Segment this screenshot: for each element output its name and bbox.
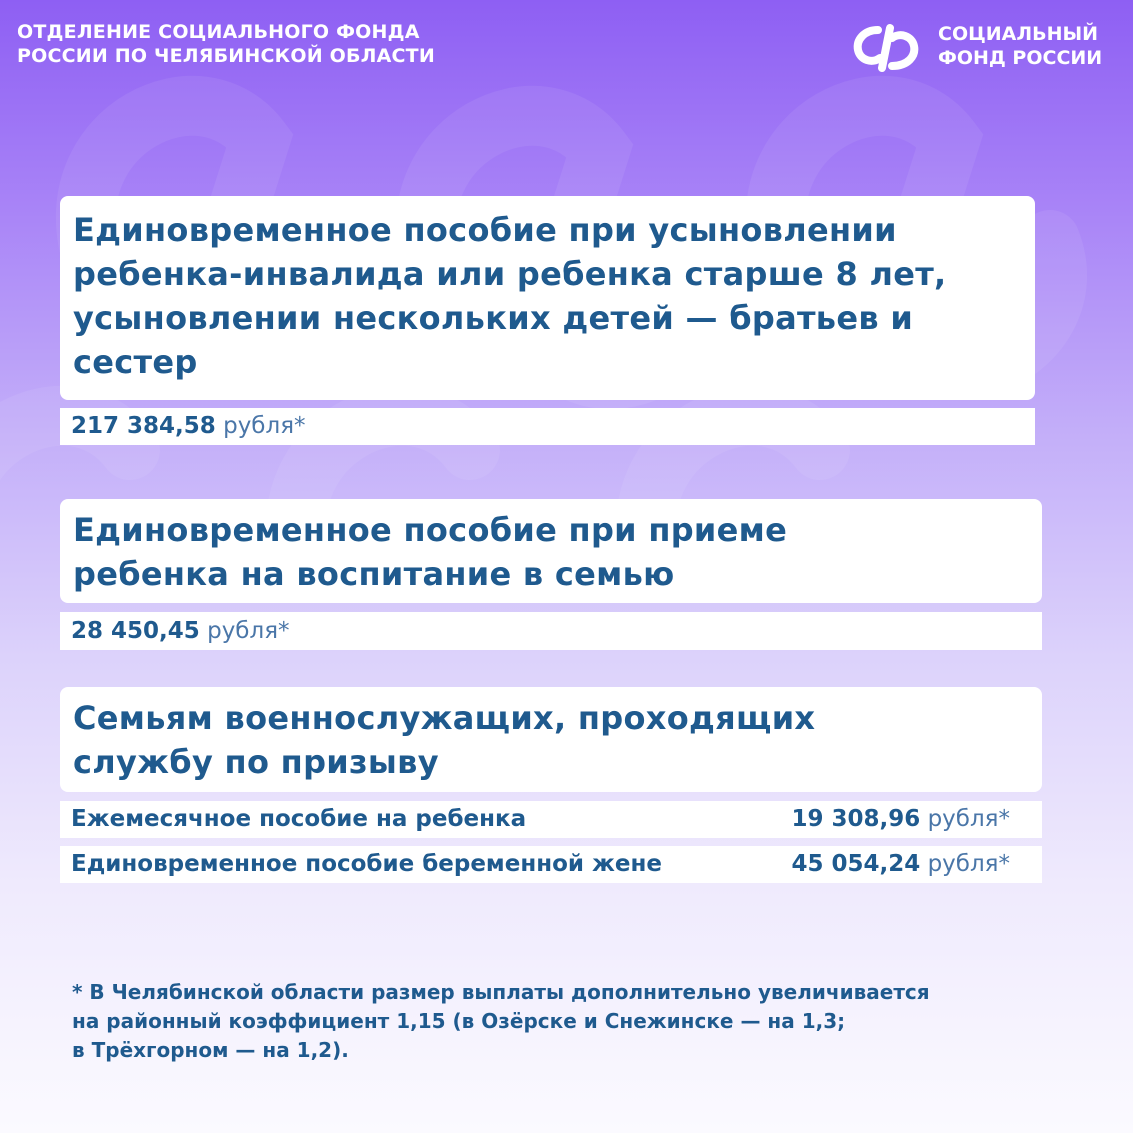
- benefit-2-title-line: Единовременное пособие при приеме: [73, 511, 788, 549]
- footnote-line: * В Челябинской области размер выплаты дополнительно увеличивается: [72, 980, 930, 1004]
- benefit-3-row: [60, 801, 1042, 838]
- benefit-2-amount-row: [60, 612, 1042, 650]
- benefit-3-row-value: [791, 801, 1010, 838]
- organization-name: [17, 20, 497, 68]
- benefit-1-amount-row: [60, 408, 1035, 445]
- brand-name-line-2: ФОНД РОССИИ: [938, 47, 1103, 69]
- benefit-3-row-label: Единовременное пособие беременной жене: [71, 851, 663, 877]
- benefit-3-row-value: [791, 846, 1010, 883]
- benefit-3-title-line: службу по призыву: [73, 743, 439, 781]
- benefit-3-row-amount: 19 308,96: [791, 806, 921, 832]
- benefit-2-amount: 28 450,45: [71, 618, 200, 644]
- brand-name: [938, 22, 1118, 70]
- footnote-line: в Трёхгорном — на 1,2).: [72, 1038, 349, 1062]
- benefit-1-title-line: ребенка-инвалида или ребенка старше 8 лет,: [73, 255, 947, 293]
- benefit-3-title-card: [60, 687, 1042, 792]
- benefit-3-row-label: Ежемесячное пособие на ребенка: [71, 806, 527, 832]
- benefit-1-title-line: Единовременное пособие при усыновлении: [73, 211, 897, 249]
- benefit-3-title-line: Семьям военнослужащих, проходящих: [73, 699, 816, 737]
- benefit-3-row-unit: рубля*: [927, 806, 1010, 832]
- brand-name-line-1: СОЦИАЛЬНЫЙ: [938, 23, 1099, 45]
- organization-name-line-2: РОССИИ ПО ЧЕЛЯБИНСКОЙ ОБЛАСТИ: [17, 45, 435, 67]
- benefit-2-title-line: ребенка на воспитание в семью: [73, 555, 675, 593]
- benefit-3-row-unit: рубля*: [927, 851, 1010, 877]
- benefit-1-title-line: усыновлении нескольких детей — братьев и: [73, 299, 914, 337]
- sfr-logo-icon: [852, 22, 920, 74]
- benefit-3-row-amount: 45 054,24: [791, 851, 921, 877]
- organization-name-line-1: ОТДЕЛЕНИЕ СОЦИАЛЬНОГО ФОНДА: [17, 21, 420, 43]
- benefit-3-row: [60, 846, 1042, 883]
- benefit-1-title-card: [60, 196, 1035, 400]
- benefit-1-title-line: сестер: [73, 343, 198, 381]
- benefit-2-unit: рубля*: [207, 618, 290, 644]
- benefit-2-title-card: [60, 499, 1042, 603]
- benefit-1-amount: 217 384,58: [71, 413, 216, 439]
- footnote-line: на районный коэффициент 1,15 (в Озёрске и Снежинске — на 1,3;: [72, 1009, 846, 1033]
- benefit-1-unit: рубля*: [223, 413, 306, 439]
- footnote: [72, 978, 1072, 1065]
